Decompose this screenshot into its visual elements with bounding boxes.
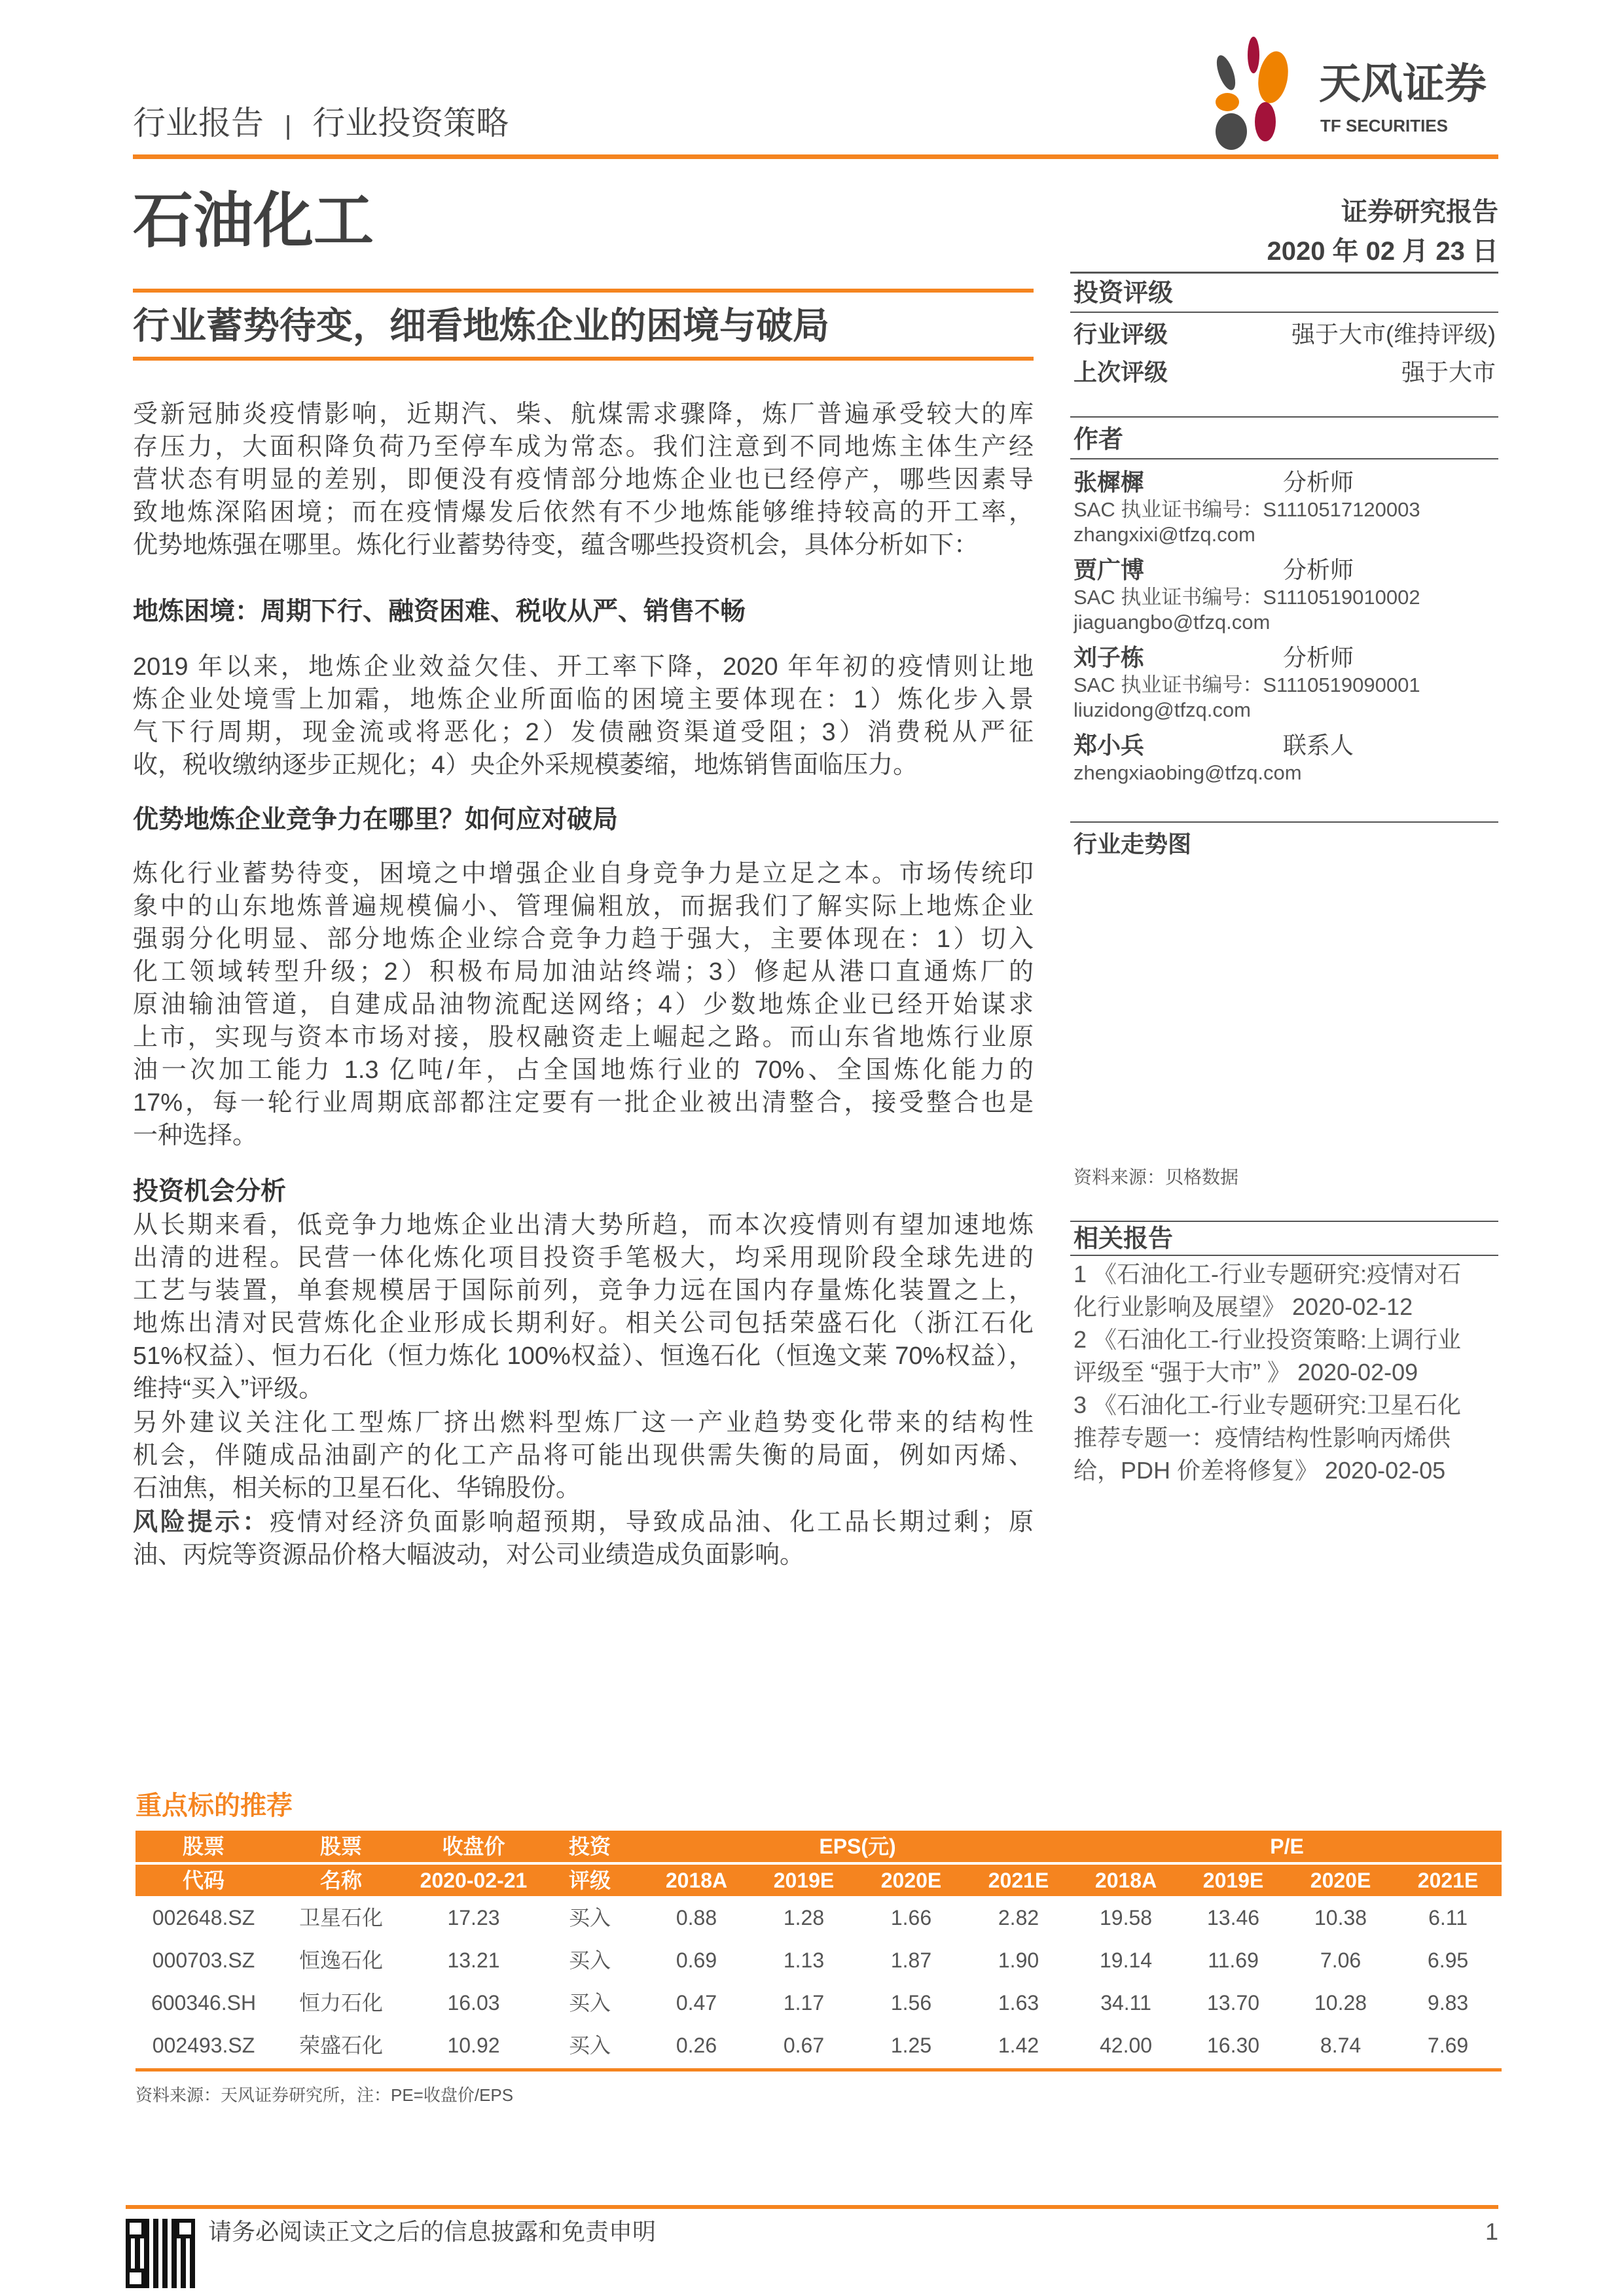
paragraph-line: 油、丙烷等资源品价格大幅波动，对公司业绩造成负面影响。 (133, 1541, 805, 1569)
paragraph-line: 炼企业处境雪上加霜，地炼企业所面临的困境主要体现在：1）炼化步入景 (133, 686, 1034, 713)
paragraph-line: 炼化行业蓄势待变，困境之中增强企业自身竞争力是立足之本。市场传统印 (133, 860, 1034, 888)
table-cell: 0.88 (676, 1905, 717, 1929)
col-subheader: 2021E (965, 1863, 1072, 1896)
category-label: 行业报告 (133, 105, 264, 141)
paragraph-line: 上市，实现与资本市场对接，股权融资走上崛起之路。而山东省地炼行业原 (133, 1024, 1034, 1051)
table-cell: 1.42 (998, 2033, 1039, 2057)
sidebar-rule (1070, 272, 1498, 274)
table-cell: 10.28 (1314, 1990, 1367, 2015)
paragraph-line: 油一次加工能力 1.3 亿吨/年，占全国地炼行业的 70%、全国炼化能力的 (133, 1056, 1034, 1084)
trend-source: 资料来源：贝格数据 (1074, 1167, 1239, 1187)
col-header: 股票 (272, 1831, 410, 1863)
table-cell: 9.83 (1427, 1990, 1469, 2015)
col-subheader: 2018A (643, 1863, 750, 1896)
table-cell: 1.87 (890, 1948, 932, 1972)
rating-label: 行业评级 (1074, 321, 1168, 348)
sidebar-rule (1070, 416, 1498, 418)
table-cell: 1.17 (783, 1990, 825, 2015)
sidebar-rule (1070, 821, 1498, 823)
table-cell: 34.11 (1100, 1990, 1151, 2015)
logo-cn: 天风证券 (1319, 60, 1487, 107)
paragraph-line: 营状态有明显的差别，即便没有疫情部分地炼企业也已经停产，哪些因素导 (133, 466, 1034, 493)
paragraph-line: 2019 年以来，地炼企业效益欠佳、开工率下降，2020 年年初的疫情则让地 (133, 653, 1034, 681)
rating-label: 上次评级 (1074, 359, 1168, 386)
col-header: 投资 (537, 1831, 643, 1863)
col-subheader: 2018A (1072, 1863, 1180, 1896)
paragraph-line: 石油焦，相关标的卫星石化、华锦股份。 (133, 1475, 581, 1502)
table-cell: 19.14 (1100, 1948, 1153, 1972)
related-report-line[interactable]: 化行业影响及展望》 2020-02-12 (1074, 1293, 1413, 1320)
col-subheader: 2019E (1180, 1863, 1287, 1896)
related-heading: 相关报告 (1074, 1225, 1174, 1253)
table-cell: 卫星石化 (298, 1905, 383, 1929)
table-cell: 002493.SZ (152, 2033, 255, 2057)
author-email[interactable]: liuzidong@tfzq.com (1074, 698, 1251, 721)
author-entry (1074, 730, 1496, 785)
logo-petals-icon (1208, 37, 1312, 151)
col-subheader: 2020-02-21 (410, 1863, 537, 1896)
author-name: 刘子栋 (1074, 644, 1145, 671)
author-name: 郑小兵 (1074, 732, 1145, 759)
paragraph-line: 原油输油管道，自建成品油物流配送网络；4）少数地炼企业已经开始谋求 (133, 991, 1034, 1018)
col-subheader: 代码 (135, 1863, 272, 1896)
section-heading: 优势地炼企业竞争力在哪里？如何应对破局 (133, 806, 619, 834)
table-cell: 17.23 (447, 1905, 500, 1929)
sidebar-rule (1070, 312, 1498, 313)
paragraph-line: 出清的进程。民营一体化炼化项目投资手笔极大，均采用现阶段全球先进的 (133, 1244, 1034, 1272)
col-subheader: 名称 (272, 1863, 410, 1896)
paragraph-line: 维持“买入”评级。 (133, 1375, 324, 1403)
col-subheader: 2020E (1287, 1863, 1394, 1896)
rating-row (1074, 319, 1496, 350)
related-reports[interactable] (1074, 1258, 1492, 1487)
col-group-pe: P/E (1072, 1831, 1502, 1863)
col-group-eps: EPS(元) (643, 1831, 1072, 1863)
col-header: 股票 (135, 1831, 272, 1863)
paragraph (133, 1209, 1034, 1405)
authors-heading: 作者 (1074, 426, 1124, 454)
category-divider: | (284, 111, 292, 140)
sidebar-rule (1070, 1255, 1498, 1256)
col-subheader: 2019E (750, 1863, 857, 1896)
header-rule (133, 154, 1498, 159)
table-cell: 10.92 (447, 2033, 500, 2057)
footer-rule (126, 2205, 1498, 2209)
author-role: 分析师 (1283, 556, 1354, 583)
table-cell: 42.00 (1100, 2033, 1153, 2057)
author-entry (1074, 555, 1496, 635)
risk-paragraph (133, 1506, 1034, 1571)
paragraph (133, 1407, 1034, 1505)
table-cell: 买入 (568, 1990, 611, 2015)
author-email[interactable]: zhangxixi@tfzq.com (1074, 523, 1255, 546)
paragraph (133, 651, 1034, 781)
author-name: 贾广博 (1074, 556, 1145, 583)
table-cell: 7.69 (1427, 2033, 1469, 2057)
table-row (135, 1939, 1502, 1981)
rating-row (1074, 357, 1496, 387)
section-heading: 地炼困境：周期下行、融资困难、税收从严、销售不畅 (133, 598, 746, 626)
paragraph (133, 857, 1034, 1152)
paragraph-line: 存压力，大面积降负荷乃至停车成为常态。我们注意到不同地炼主体生产经 (133, 433, 1034, 461)
paragraph-line: 化工领域转型升级；2）积极布局加油站终端；3）修起从港口直通炼厂的 (133, 958, 1034, 986)
table-row (135, 2024, 1502, 2066)
table-row (135, 1896, 1502, 1939)
paragraph-line: 强弱分化明显、部分地炼企业综合竞争力趋于强大，主要体现在：1）切入 (133, 925, 1034, 953)
report-subtitle: 行业蓄势待变，细看地炼企业的困境与破局 (133, 305, 829, 346)
paragraph-line: 致地炼深陷困境；而在疫情爆发后依然有不少地炼能够维持较高的开工率， (133, 499, 1034, 526)
table-cell: 0.67 (783, 2033, 825, 2057)
paragraph-line: 机会，伴随成品油副产的化工产品将可能出现供需失衡的局面，例如丙烯、 (133, 1442, 1034, 1469)
table-cell: 1.63 (998, 1990, 1039, 2015)
table-cell: 买入 (568, 2033, 611, 2057)
table-cell: 6.11 (1428, 1905, 1468, 1929)
qr-code-icon[interactable] (126, 2219, 195, 2288)
author-sac: SAC 执业证书编号：S1110519090001 (1074, 673, 1420, 696)
author-role: 分析师 (1283, 644, 1354, 671)
section-heading: 投资机会分析 (133, 1177, 287, 1206)
related-report-line[interactable]: 推荐专题一：疫情结构性影响丙烯供 (1074, 1424, 1451, 1451)
table-cell: 13.70 (1207, 1990, 1260, 2015)
related-report-line[interactable]: 3 《石油化工-行业专题研究:卫星石化 (1074, 1391, 1462, 1418)
subcategory-label: 行业投资策略 (312, 105, 509, 141)
paragraph-line: 地炼出清对民营炼化企业形成长期利好。相关公司包括荣盛石化（浙江石化 (133, 1310, 1034, 1337)
author-role: 分析师 (1283, 469, 1354, 495)
table-cell: 1.66 (890, 1905, 932, 1929)
table-cell: 16.30 (1207, 2033, 1260, 2057)
col-header: 收盘价 (410, 1831, 537, 1863)
sidebar-rule (1070, 458, 1498, 459)
recommendation-table (135, 1831, 1502, 2066)
table-cell: 11.69 (1208, 1948, 1259, 1972)
page-number: 1 (1485, 2218, 1498, 2245)
author-entry (1074, 643, 1496, 723)
paragraph-line: 一种选择。 (133, 1122, 258, 1149)
table-cell: 2.82 (998, 1905, 1039, 1929)
author-sac: SAC 执业证书编号：S1110517120003 (1074, 498, 1420, 521)
tf-securities-logo (1208, 37, 1502, 151)
report-date: 2020 年 02 月 23 日 (1267, 237, 1498, 266)
paragraph-line: 象中的山东地炼普遍规模偏小、管理偏粗放，而据我们了解实际上地炼企业 (133, 893, 1034, 920)
paragraph-line: 工艺与装置，单套规模居于国际前列，竞争力远在国内存量炼化装置之上， (133, 1277, 1034, 1304)
table-cell: 1.25 (890, 2033, 932, 2057)
table-cell: 7.06 (1320, 1948, 1362, 1972)
table-cell: 恒逸石化 (298, 1948, 383, 1972)
author-email[interactable]: zhengxiaobing@tfzq.com (1074, 761, 1302, 784)
paragraph-line: 优势地炼强在哪里。炼化行业蓄势待变，蕴含哪些投资机会，具体分析如下： (133, 531, 979, 559)
table-cell: 0.47 (676, 1990, 717, 2015)
table-cell: 000703.SZ (152, 1948, 255, 1972)
risk-text: 疫情对经济负面影响超预期，导致成品油、化工品长期过剩；原 (270, 1509, 1034, 1536)
author-sac: SAC 执业证书编号：S1110519010002 (1074, 586, 1420, 609)
author-entry (1074, 467, 1496, 547)
rating-heading: 投资评级 (1074, 279, 1174, 307)
table-cell: 6.95 (1427, 1948, 1469, 1972)
table-cell: 600346.SH (151, 1990, 257, 2015)
table-row (135, 1981, 1502, 2024)
logo-en: TF SECURITIES (1320, 116, 1449, 135)
table-cell: 1.56 (890, 1990, 932, 2015)
paragraph-line: 17%，每一轮行业周期底部都注定要有一批企业被出清整合，接受整合也是 (133, 1089, 1034, 1117)
risk-label: 风险提示： (133, 1509, 270, 1536)
table-cell: 0.26 (676, 2033, 717, 2057)
page-title: 石油化工 (133, 188, 374, 255)
table-bottom-rule (135, 2068, 1502, 2072)
subtitle-top-rule (133, 289, 1034, 293)
table-cell: 002648.SZ (152, 1905, 255, 1929)
paragraph-line: 另外建议关注化工型炼厂挤出燃料型炼厂这一产业趋势变化带来的结构性 (133, 1409, 1034, 1437)
subtitle-bottom-rule (133, 357, 1034, 361)
author-name: 张樨樨 (1074, 469, 1145, 495)
related-report-line[interactable]: 1 《石油化工-行业专题研究:疫情对石 (1074, 1261, 1462, 1287)
table-cell: 买入 (568, 1948, 611, 1972)
trend-chart-area (1074, 864, 1496, 1158)
col-subheader: 评级 (537, 1863, 643, 1896)
table-cell: 13.46 (1207, 1905, 1260, 1929)
paragraph-line: 收，税收缴纳逐步正规化；4）央企外采规模萎缩，地炼销售面临压力。 (133, 751, 918, 779)
col-subheader: 2020E (857, 1863, 965, 1896)
trend-heading: 行业走势图 (1074, 831, 1192, 857)
table-cell: 1.28 (783, 1905, 825, 1929)
rating-value: 强于大市(维持评级) (1291, 321, 1496, 348)
table-cell: 1.90 (998, 1948, 1039, 1972)
table-cell: 10.38 (1314, 1905, 1367, 1929)
rating-value: 强于大市 (1401, 359, 1496, 386)
table-cell: 19.58 (1100, 1905, 1153, 1929)
table-cell: 8.74 (1320, 2033, 1362, 2057)
report-category (133, 103, 509, 145)
table-cell: 买入 (568, 1905, 611, 1929)
table-cell: 荣盛石化 (298, 2033, 383, 2057)
table-cell: 0.69 (676, 1948, 717, 1972)
related-report-line[interactable]: 给，PDH 价差将修复》 2020-02-05 (1074, 1457, 1446, 1484)
table-cell: 1.13 (783, 1948, 825, 1972)
table-cell: 16.03 (447, 1990, 500, 2015)
author-email[interactable]: jiaguangbo@tfzq.com (1074, 611, 1271, 634)
author-role: 联系人 (1283, 732, 1354, 759)
col-subheader: 2021E (1394, 1863, 1502, 1896)
table-title: 重点标的推荐 (135, 1791, 293, 1820)
paragraph-line: 受新冠肺炎疫情影响，近期汽、柴、航煤需求骤降，炼厂普遍承受较大的库 (133, 401, 1034, 428)
intro-paragraph (133, 398, 1034, 562)
paragraph-line (133, 1506, 1034, 1539)
table-source: 资料来源：天风证券研究所，注：PE=收盘价/EPS (135, 2085, 514, 2105)
paragraph-line: 从长期来看，低竞争力地炼企业出清大势所趋，而本次疫情则有望加速地炼 (133, 1211, 1034, 1239)
footer-disclaimer[interactable]: 请务必阅读正文之后的信息披露和免责申明 (208, 2218, 657, 2245)
related-report-line[interactable]: 评级至 “强于大市” 》 2020-02-09 (1074, 1359, 1418, 1386)
table-cell: 13.21 (447, 1948, 500, 1972)
paragraph-line: 气下行周期，现金流或将恶化；2）发债融资渠道受阻；3）消费税从严征 (133, 719, 1034, 746)
report-type: 证券研究报告 (1341, 198, 1498, 226)
table-cell: 恒力石化 (298, 1990, 383, 2015)
related-report-line[interactable]: 2 《石油化工-行业投资策略:上调行业 (1074, 1326, 1462, 1353)
paragraph-line: 51%权益）、恒力石化（恒力炼化 100%权益）、恒逸石化（恒逸文莱 70%权益）， (133, 1342, 1034, 1370)
sidebar-rule (1070, 1221, 1498, 1222)
